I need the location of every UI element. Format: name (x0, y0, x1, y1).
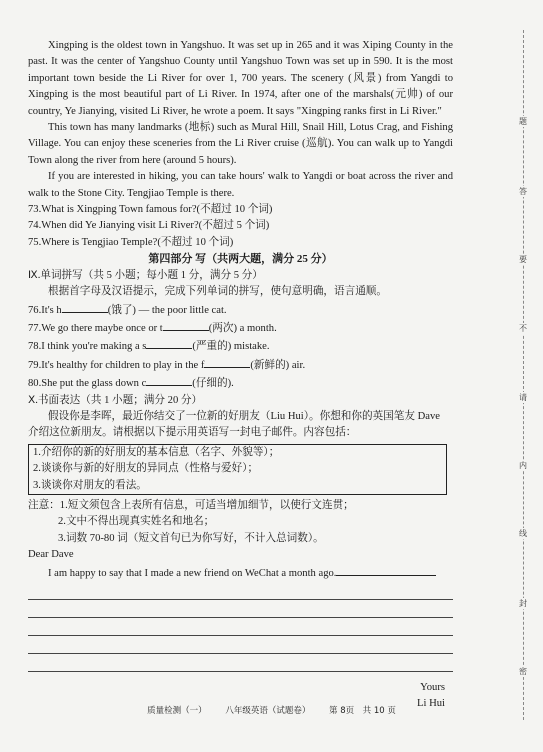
page-content (28, 38, 453, 713)
section9-heading: Ⅸ.单词拼写（共 5 小题；每小题 1 分，满分 5 分） (28, 269, 263, 281)
question-74: 74.When did Ye Jianying visit Li River?(不超过 5 个词) (28, 220, 270, 232)
binding-dashed-line (523, 30, 524, 720)
content-requirements-box (28, 444, 447, 495)
first-sentence-line (28, 564, 453, 582)
section9-instruction: 根据首字母及汉语提示，完成下列单词的拼写，使句意明确，语言通顺。 (48, 286, 387, 298)
spelling-item-78 (28, 337, 453, 355)
closing: Yours (420, 682, 445, 693)
spelling-item-76 (28, 301, 453, 319)
binding-char: 内 (516, 460, 530, 471)
answer-blank[interactable] (146, 374, 192, 386)
writing-line[interactable] (28, 638, 453, 654)
binding-margin (493, 0, 543, 752)
spelling-item-79 (28, 356, 453, 374)
footer-page: 第 8页 共 10 页 (329, 706, 396, 716)
answer-blank[interactable] (146, 337, 192, 349)
requirement-2: 2.谈谈你与新的好朋友的异同点（性格与爱好）； (33, 463, 259, 475)
binding-char: 密 (516, 666, 530, 677)
writing-line[interactable] (28, 620, 453, 636)
note-2: 2.文中不得出现真实姓名和地名； (58, 516, 215, 528)
requirement-1: 1.介绍你的新的好朋友的基本信息（名字、外貌等）； (33, 446, 280, 458)
binding-char: 答 (516, 186, 530, 197)
item-text: 76.It's h (28, 304, 62, 316)
answer-blank[interactable] (62, 301, 108, 313)
note-3: 3.词数 70-80 词（短文首句已为你写好，不计入总词数）。 (58, 532, 324, 544)
footer-exam: 质量检测（一） (147, 706, 207, 716)
item-text: 79.It's healthy for children to play in the f (28, 359, 205, 371)
spelling-item-77 (28, 319, 453, 337)
first-sentence: I am happy to say that I made a new friend on WeChat a month ago. (48, 567, 337, 579)
reading-paragraph-2: This town has many landmarks (地标) such as Mural Hill, Snail Hill, Lotus Crag, and Fishing Village. You can enjoy these sceneries from the Li River cruise (巡航). You can walk up to Yangdi Town along the river from here (around 5 hours). (28, 122, 453, 166)
writing-prompt: 假设你是李晖，最近你结交了一位新的好朋友（Liu Hui）。你想和你的英国笔友 Dave 介绍这位新朋友。请根据以下提示用英语写一封电子邮件。内容包括： (28, 410, 440, 439)
writing-line[interactable] (28, 602, 453, 618)
item-hint: (两次) a month. (208, 322, 277, 334)
binding-char: 封 (516, 598, 530, 609)
footer-subject: 八年级英语（试题卷） (225, 706, 311, 716)
reading-paragraph-3: If you are interested in hiking, you can take hours' walk to Yangdi or boat across the river and walk to the Stone City. Tengjiao Temple is there. (28, 171, 453, 199)
page-footer (0, 704, 543, 716)
section10-heading: Ⅹ.书面表达（共 1 小题；满分 20 分） (28, 394, 203, 406)
writing-line[interactable] (28, 656, 453, 672)
question-73: 73.What is Xingping Town famous for?(不超过 10 个词) (28, 204, 273, 216)
item-hint: (新鲜的) air. (250, 359, 306, 371)
part4-title: 第四部分 写（共两大题，满分 25 分） (148, 253, 333, 266)
binding-char: 请 (516, 392, 530, 403)
note-1: 注意：1.短文须包含上表所有信息，可适当增加细节，以使行文连贯； (28, 499, 354, 511)
item-hint: (饿了) — the poor little cat. (107, 304, 227, 316)
reading-paragraph-1: Xingping is the oldest town in Yangshuo. It was set up in 265 and it was Xiping County in the past. It was the center of Yangshuo County until Yangshuo Town was set up in 590. It is the most important town beside the Li River for over 1, 700 years. The scenery (风景) from Yangdi to Xingping is the most beautiful part of Li River. In 1974, after one of the marshals(元帅) of our country, Ye Jianying, visited Li River, he wrote a poem. It says "Xingping ranks first in Li River." (28, 40, 453, 117)
answer-blank[interactable] (163, 319, 209, 331)
item-text: 80.She put the glass down c (28, 378, 147, 390)
requirement-3: 3.谈谈你对朋友的看法。 (33, 479, 147, 491)
spelling-item-80 (28, 374, 453, 392)
item-hint: (严重的) mistake. (192, 341, 270, 353)
binding-char: 要 (516, 254, 530, 265)
item-text: 77.We go there maybe once or t (28, 322, 163, 334)
binding-char: 题 (516, 116, 530, 127)
salutation: Dear Dave (28, 549, 74, 561)
binding-char: 线 (516, 528, 530, 539)
writing-blank[interactable] (336, 564, 436, 576)
binding-char: 不 (516, 323, 530, 334)
item-hint: (仔细的). (192, 378, 234, 390)
writing-line[interactable] (28, 584, 453, 600)
signature: Li Hui (417, 698, 445, 710)
answer-blank[interactable] (204, 356, 250, 368)
question-75: 75.Where is Tengjiao Temple?(不超过 10 个词) (28, 236, 234, 248)
item-text: 78.I think you're making a s (28, 341, 147, 353)
